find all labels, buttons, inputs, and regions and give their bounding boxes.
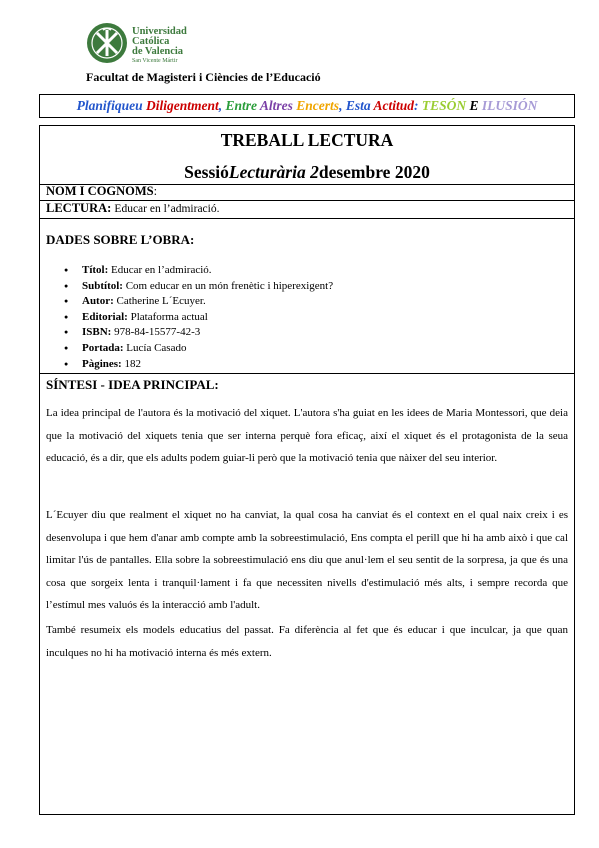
worksheet — [39, 125, 575, 815]
item-value: Com educar en un món frenètic i hiperexigent? — [125, 279, 334, 292]
item-key: ISBN: — [82, 326, 112, 339]
name-label: NOM I COGNOMS — [46, 184, 154, 198]
session-italic: Lecturària 2 — [228, 162, 319, 182]
item-key: Portada: — [82, 341, 124, 354]
motto-word: Altres — [259, 98, 297, 113]
item-value: 182 — [124, 357, 141, 370]
session-line — [40, 162, 574, 183]
work-data-list — [64, 263, 333, 372]
logo-line-3: de Valencia — [132, 46, 184, 57]
motto-word: Encerts — [296, 98, 340, 113]
item-key: Pàgines: — [82, 357, 122, 370]
item-key: Autor: — [82, 295, 114, 308]
logo-line-4: San Vicente Mártir — [132, 58, 178, 64]
motto-word: E — [466, 98, 482, 113]
seal-icon — [86, 22, 128, 64]
university-logo — [86, 22, 196, 66]
list-item — [64, 357, 333, 373]
logo-line-2: Católica — [132, 36, 170, 47]
list-item — [64, 294, 333, 310]
item-value: Catherine L´Ecuyer. — [116, 295, 206, 308]
motto-word: Actitud — [373, 98, 414, 113]
synthesis-heading: SÍNTESI - IDEA PRINCIPAL: — [46, 377, 219, 392]
motto-text — [77, 98, 538, 113]
list-item — [64, 263, 333, 279]
item-key: Editorial: — [82, 310, 128, 323]
session-date: desembre 2020 — [318, 162, 430, 182]
item-key: Subtítol: — [82, 279, 123, 292]
motto-word: , — [339, 98, 346, 113]
divider — [40, 373, 574, 374]
motto-word: Esta — [345, 98, 374, 113]
motto-word: Diligentment — [146, 98, 219, 113]
motto-word: Planifiqueu — [76, 98, 146, 113]
motto-word: Entre — [225, 98, 260, 113]
divider — [40, 218, 574, 219]
name-row — [46, 184, 157, 199]
reading-value: Educar en l’admiració. — [114, 203, 220, 215]
motto-word: ILUSIÓN — [481, 98, 538, 113]
list-item — [64, 279, 333, 295]
list-item — [64, 310, 333, 326]
list-item — [64, 325, 333, 341]
motto-word: , — [218, 98, 226, 113]
reading-label: LECTURA: — [46, 201, 112, 215]
item-value: Lucía Casado — [126, 341, 187, 354]
motto-word: : — [413, 98, 422, 113]
work-data-heading: DADES SOBRE L’OBRA: — [46, 232, 195, 247]
item-value: 978-84-15577-42-3 — [114, 326, 201, 339]
item-value: Plataforma actual — [130, 310, 208, 323]
faculty-name: Facultat de Magisteri i Ciències de l’Educació — [86, 70, 321, 84]
motto-word: TESÓN — [421, 98, 467, 113]
logo-wordmark — [132, 27, 187, 65]
document-title: TREBALL LECTURA — [220, 130, 394, 150]
list-item — [64, 341, 333, 357]
name-colon: : — [153, 184, 158, 198]
item-key: Títol: — [82, 264, 109, 276]
logo-line-1: Universidad — [132, 26, 187, 37]
reading-row — [46, 201, 219, 216]
paragraph: També resumeix els models educatius del passat. Fa diferència al fet que és educar i que inculcar, ja que quan inculques no hi ha motivació interna és més extern. — [46, 624, 568, 659]
paragraph: La idea principal de l'autora és la motivació del xiquet. L'autora s'ha guiat en les idees de Maria Montessori, que deia que la motivació del xiquets tenia que ser interna perquè fora eficaç, així el xiquet és el protagonista de la seua educació, és a dir, que els adults podem guiar-li però que la motivació tenia que nàixer del seu interior. — [46, 407, 568, 464]
item-value: Educar en l’admiració. — [111, 264, 212, 276]
motto-banner — [39, 94, 575, 118]
session-prefix: Sessió — [184, 162, 229, 182]
paragraph: L´Ecuyer diu que realment el xiquet no ha canviat, la qual cosa ha canviat és el context en el qual naix creix i es desenvolupa i que hem d'anar amb compte amb la sobreestimulació, Ens compta el perill que hi ha amb això i que cal limitar l'ús de pantalles. Ella sobre la sobreestimulació ens diu que anul·lem el seu sentit de la sorpresa, ja que és una cosa que sorgeix lenta i tranquil·lament i fa que necessiten nivells d'estimulació més alts, i sempre recorda que l’estímul mes valuós és la interacció amb l'adult. — [46, 509, 568, 611]
